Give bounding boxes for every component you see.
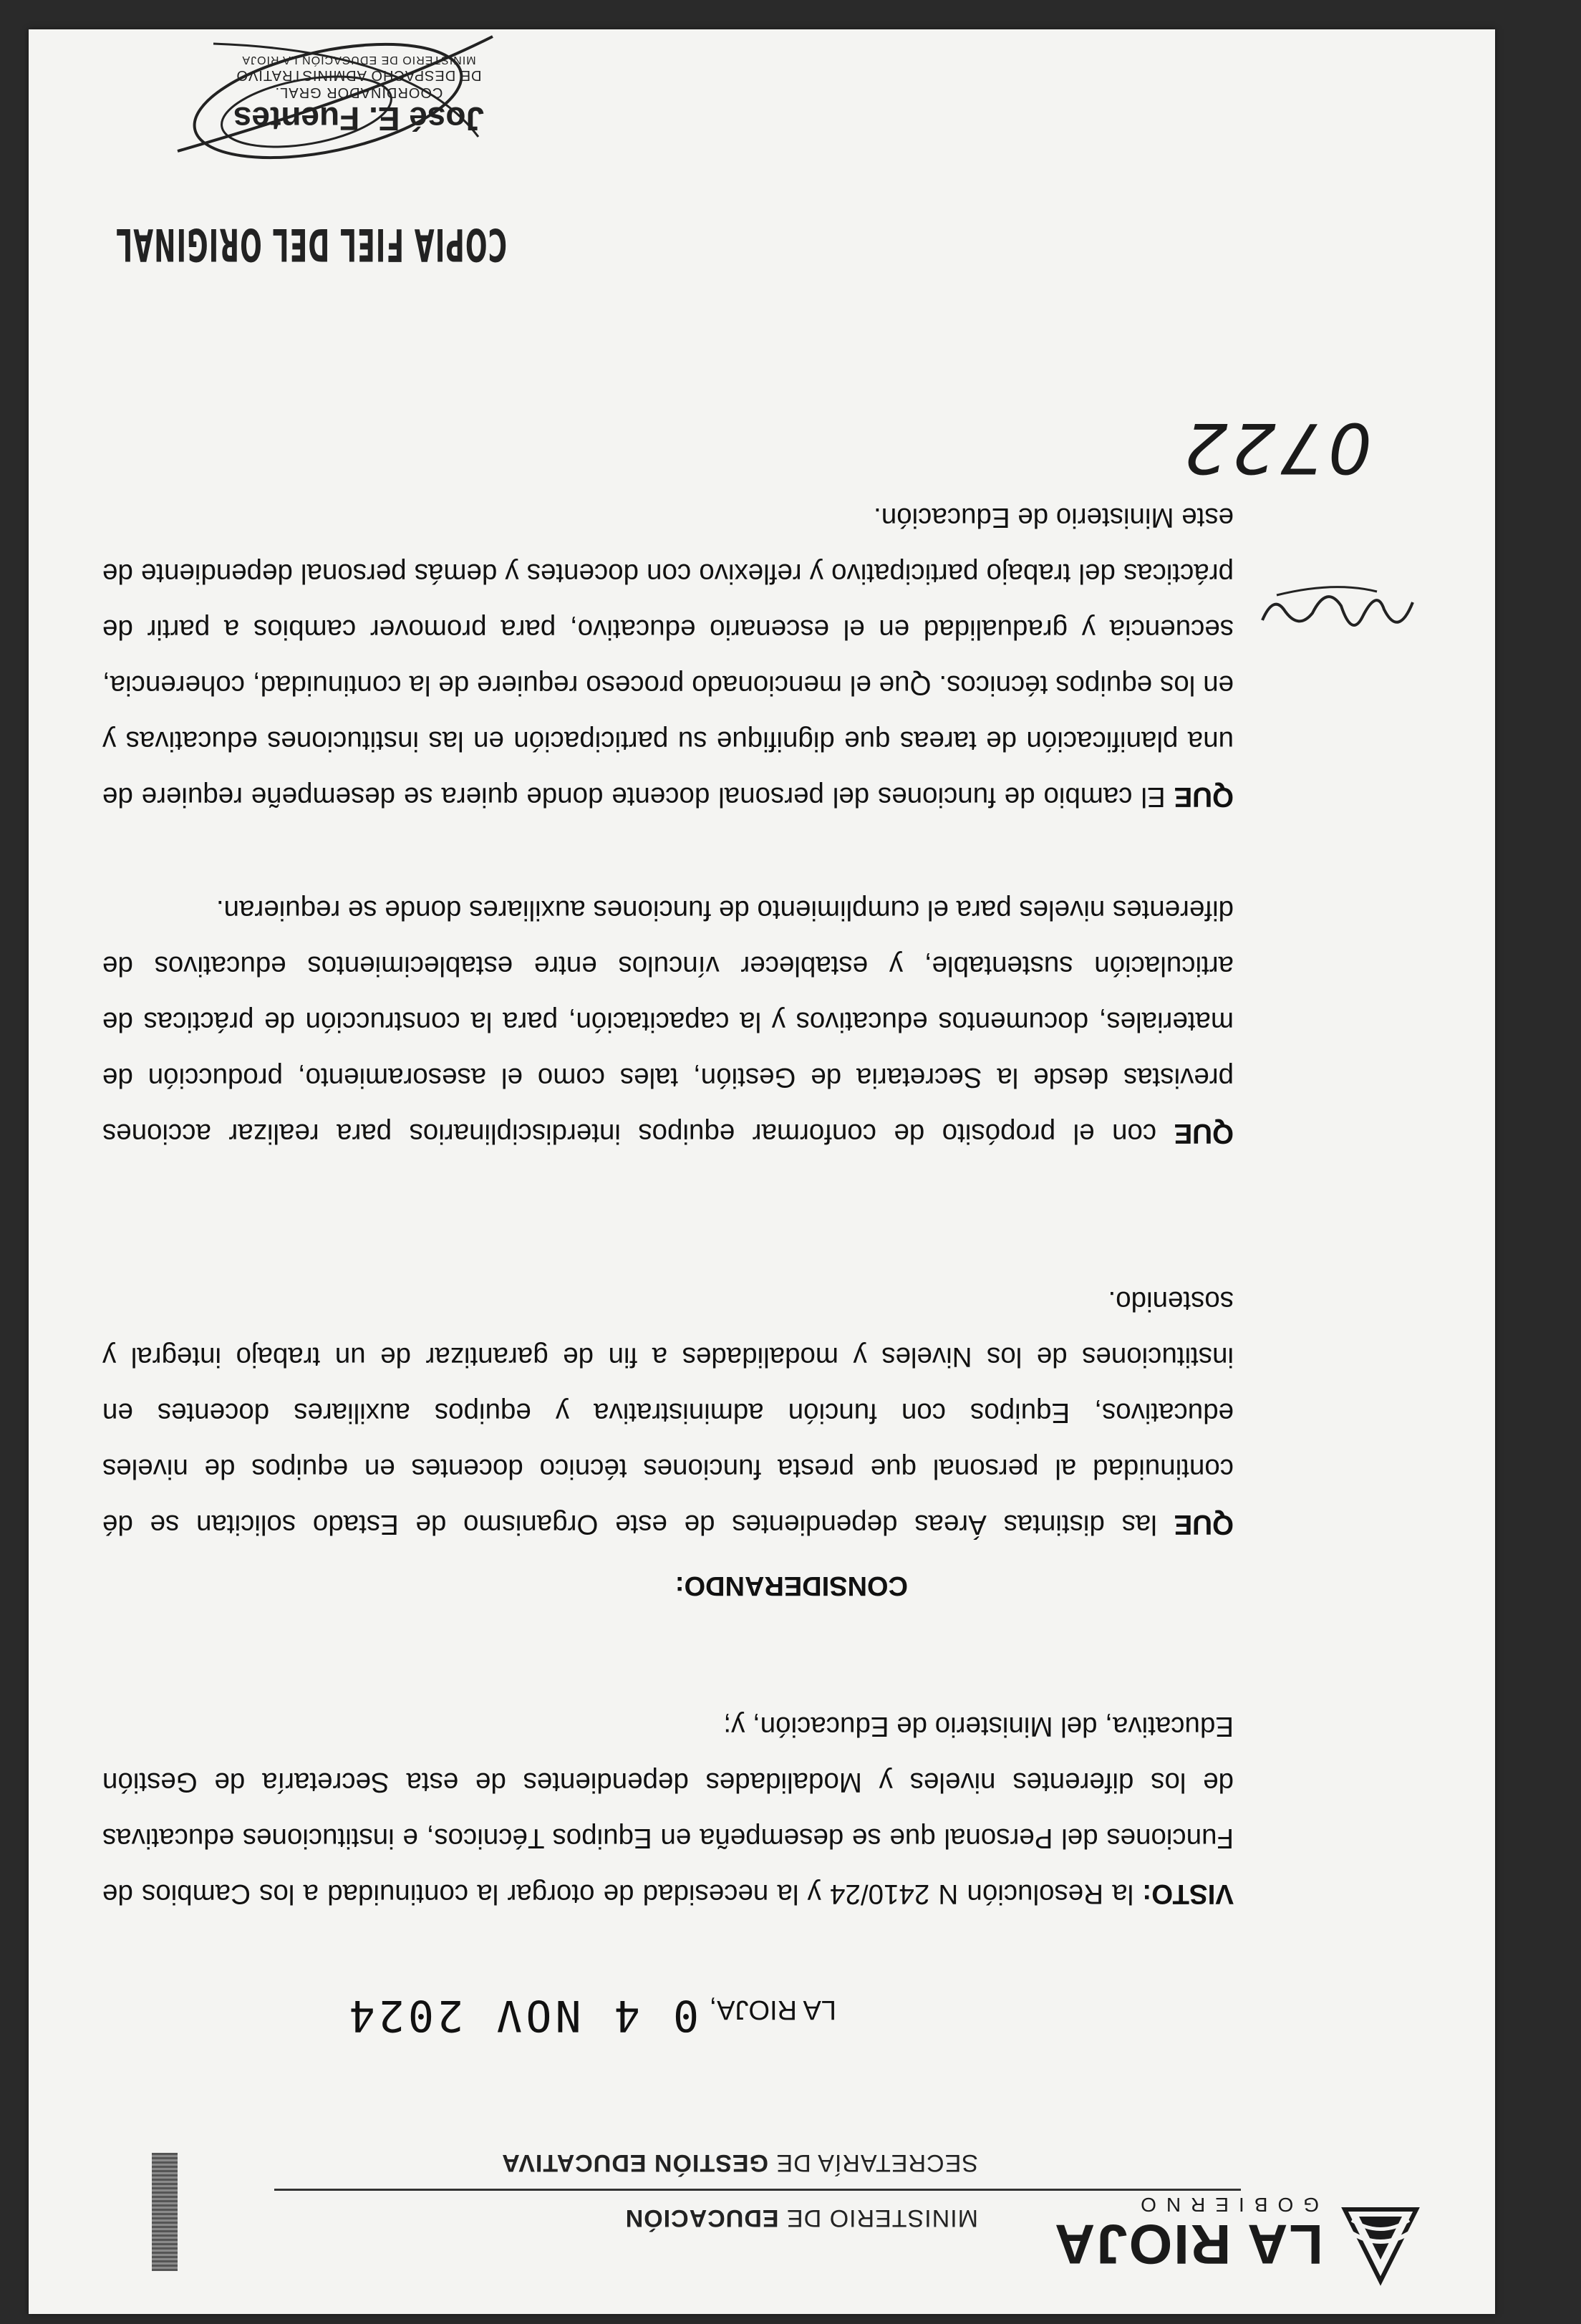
scan-edge-strip xyxy=(152,2153,178,2271)
ministry-name: EDUCACIÓN xyxy=(624,2204,779,2232)
dateline-place: LA RIOJA, xyxy=(709,1995,836,2025)
resolution-number: 0722 xyxy=(1179,408,1372,488)
que-label-1: QUE xyxy=(1174,1509,1234,1540)
header-divider xyxy=(274,2189,1241,2191)
que-label-2: QUE xyxy=(1174,1118,1234,1149)
que-label-3: QUE xyxy=(1174,781,1234,812)
secretaria-prefix: SECRETARÍA DE xyxy=(768,2149,978,2176)
brand-name: LA RIOJA xyxy=(1053,2213,1323,2276)
official-institution: MINISTERIO DE EDUCACIÓN LA RIOJA xyxy=(241,54,476,66)
secretaria-name: GESTIÓN EDUCATIVA xyxy=(501,2149,768,2176)
official-name: José E. Fuentes xyxy=(233,100,485,138)
que-paragraph-3 xyxy=(102,489,1234,824)
secretaria-heading xyxy=(501,2149,978,2176)
ministry-heading xyxy=(625,2204,978,2232)
brand-subtitle: GOBIERNO xyxy=(1131,2194,1319,2216)
official-role-line-1: COORDINADOR GRAL. xyxy=(274,85,443,100)
certified-copy-stamp: COPIA FIEL DEL ORIGINAL xyxy=(115,218,507,271)
la-rioja-logo-icon xyxy=(1338,2202,1423,2288)
margin-initials-signature xyxy=(1255,574,1420,652)
dateline xyxy=(346,1990,836,2040)
que-paragraph-1 xyxy=(102,1273,1234,1552)
visto-text: la Resolución N 2410/24 y la necesidad de otorgar la continuidad a los Cambios de Funciones del Personal que se desempeña en Equipos Técnicos, e instituciones educativas de los diferentes niveles y Modalidades dependientes de esta Secretaría de Gestión Educativa, del Ministerio de Educación, y; xyxy=(102,1711,1234,1909)
considerando-heading: CONSIDERANDO: xyxy=(675,1571,908,1601)
que-text-1: las distintas Áreas dependientes de este Organismo de Estado solicitan se dé continuidad al personal que presta funciones técnico docentes en equipos de niveles educativos, Equipos con función administrativa y equipos auxiliares docentes en instituciones de los Niveles y modalidades a fin de garantizar de un trabajo integral y sostenido. xyxy=(102,1286,1234,1540)
document-page xyxy=(29,29,1495,2314)
que-paragraph-2 xyxy=(102,882,1234,1161)
dateline-date-stamp: 0 4 NOV 2024 xyxy=(345,1990,700,2040)
que-text-2: con el propósito de conformar equipos interdisciplinarios para realizar acciones previstas desde la Secretaria de Gestión, tales como el asesoramiento, producción de materiales, documentos educativos y la capacitación, para la construcción de prácticas de articulación sustentable, y establecer vínculos entre establecimientos educativos de diferentes niveles para el cumplimiento de funciones auxiliares donde se requieran. xyxy=(102,895,1234,1149)
visto-label: VISTO: xyxy=(1142,1879,1234,1909)
official-role-line-2: DE DESPACHO ADMINISTRATIVO xyxy=(236,67,482,83)
que-text-3: El cambio de funciones del personal docente donde quiera se desempeñe requiere de una planificación de tareas que dignifique su participación en las instituciones educativas y en los equipos técnicos. Que el mencionado proceso requiere de la continuidad, coherencia, secuencia y gradualidad en el escenario educativo, para promover cambios a partir de prácticas del trabajo participativo y reflexivo con docentes y demás personal dependiente de este Ministerio de Educación. xyxy=(102,502,1234,812)
official-signature-block xyxy=(190,52,527,137)
visto-paragraph xyxy=(102,1698,1234,1922)
ministry-prefix: MINISTERIO DE xyxy=(778,2204,978,2232)
brand-logo xyxy=(1053,2192,1323,2276)
